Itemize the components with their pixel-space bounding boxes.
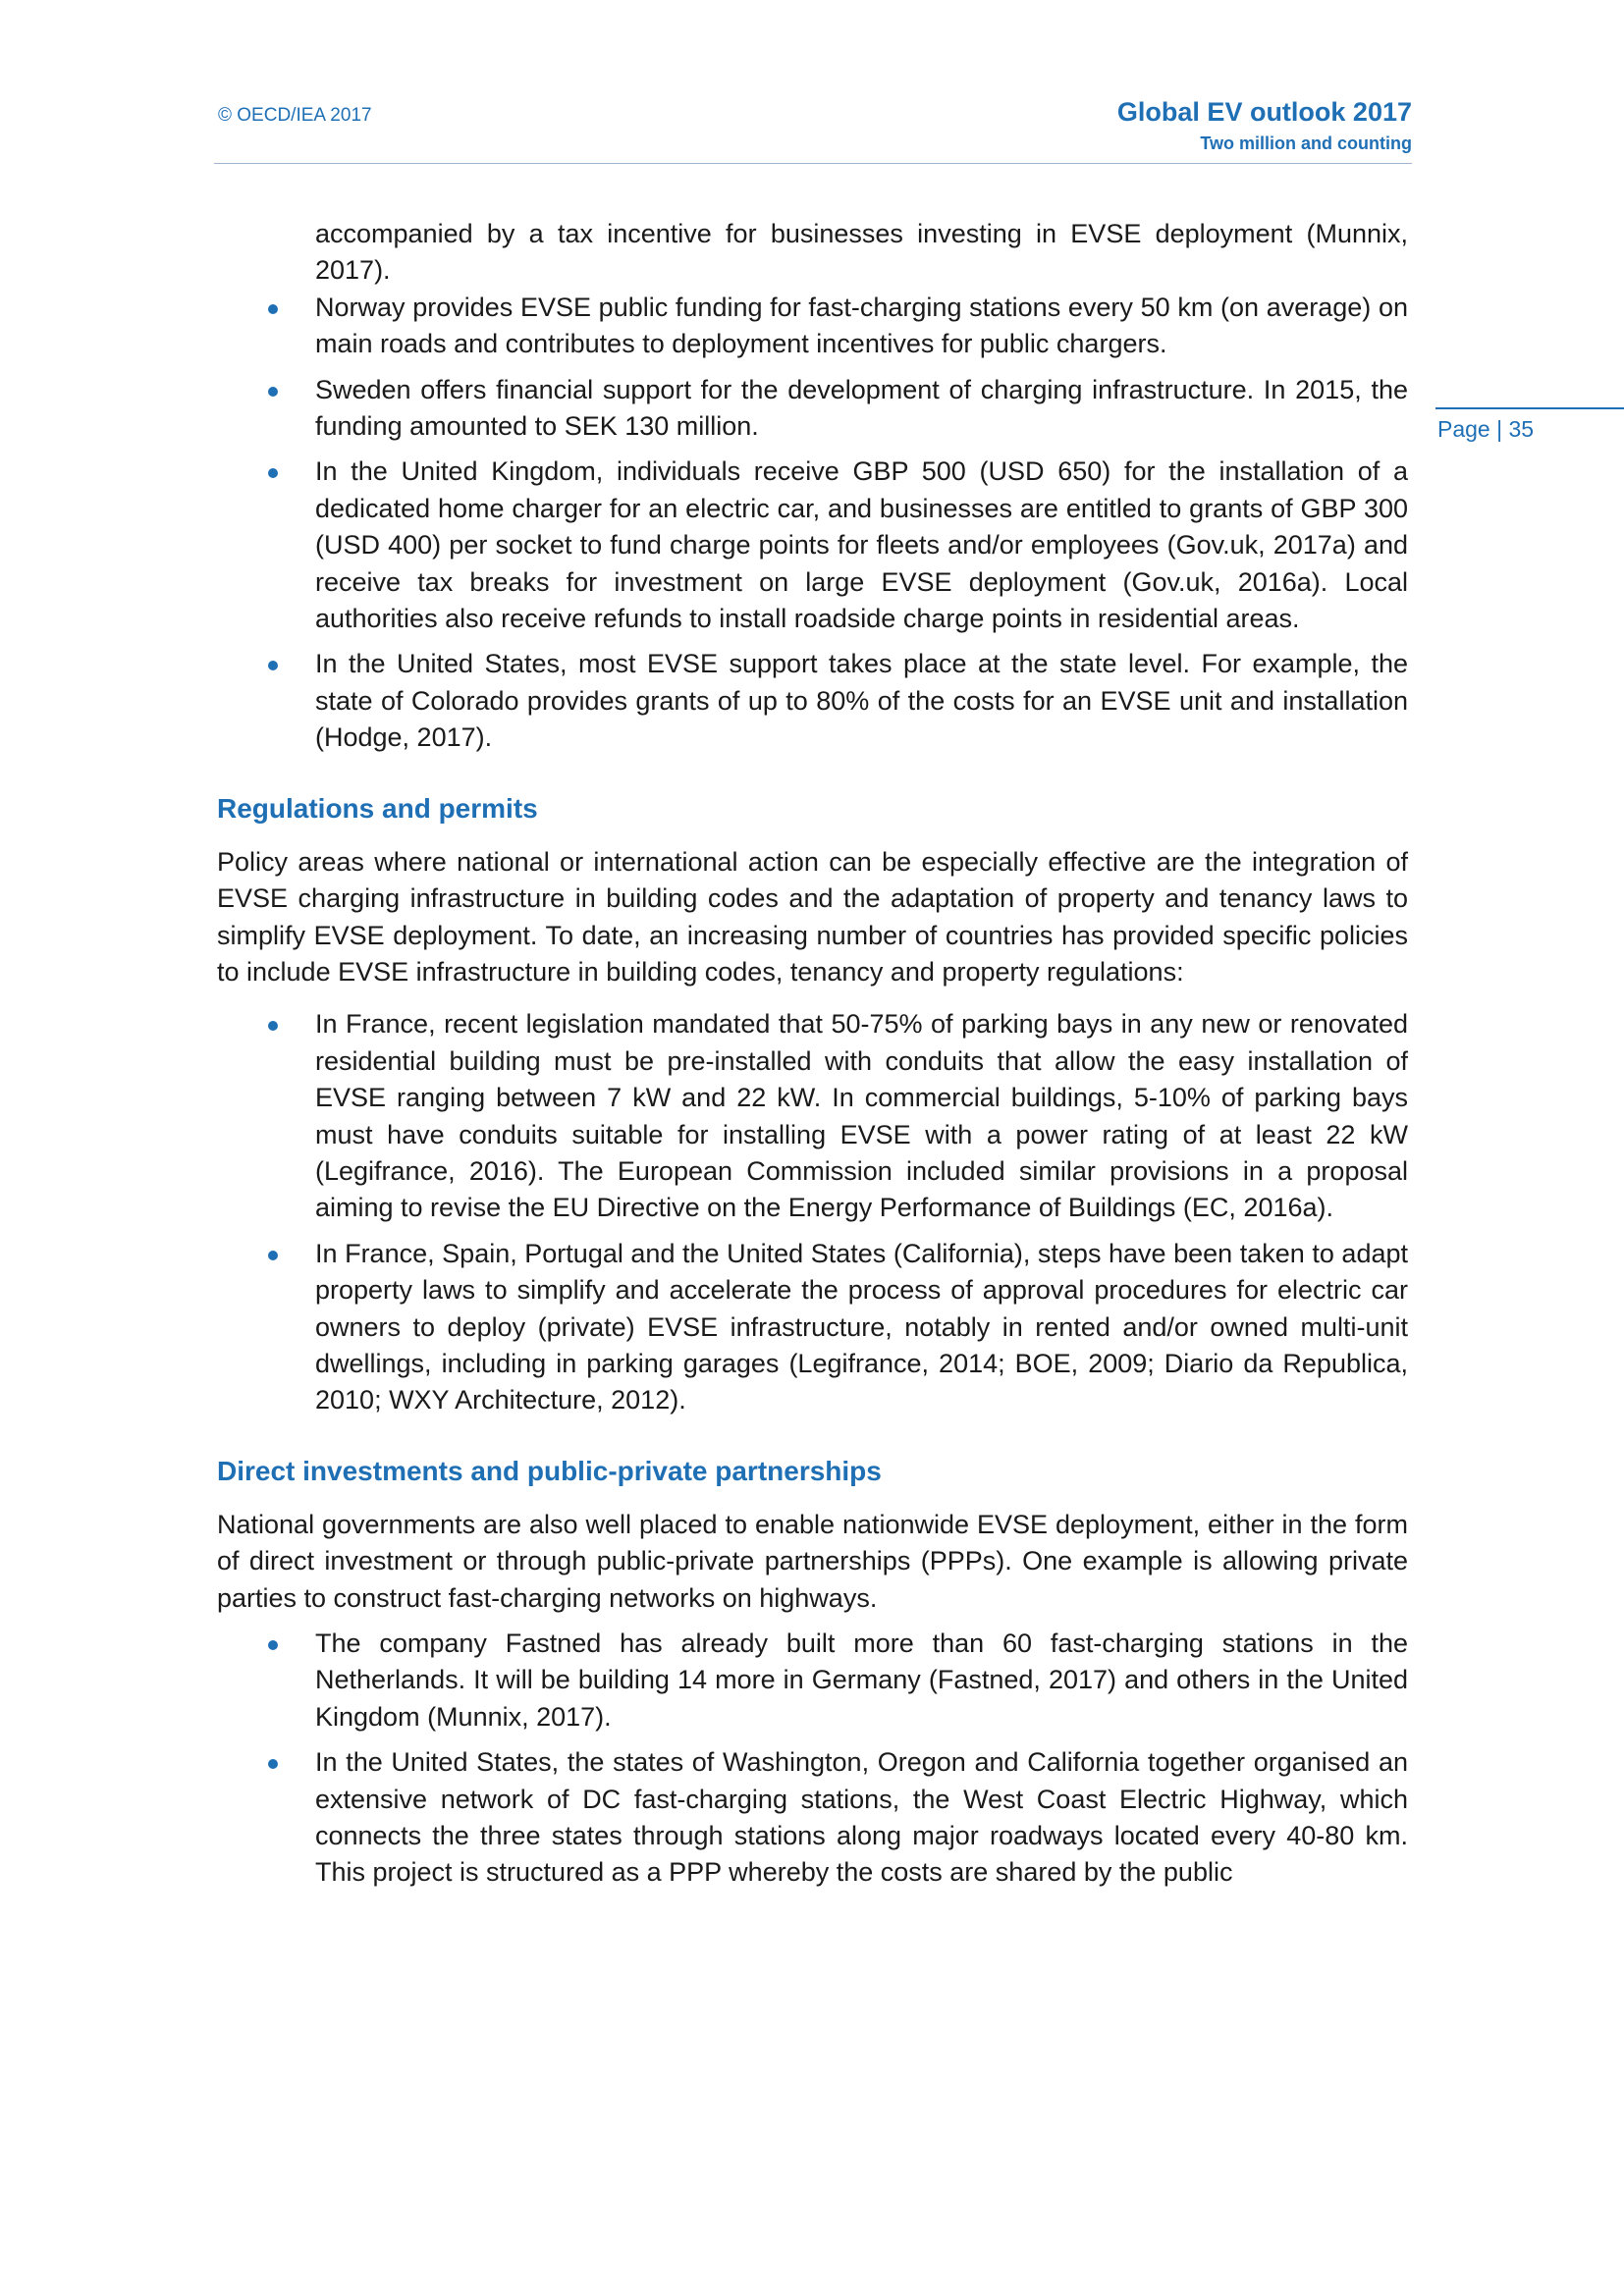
main-content: [217, 216, 1408, 1892]
bullet-icon: [268, 1640, 278, 1650]
list-item: [217, 1744, 1408, 1892]
list-item-text: Sweden offers financial support for the development of charging infrastructure. In 2015, the funding amounted to SEK 130 million.: [315, 374, 1408, 442]
section-intro-investments: National governments are also well placed to enable nationwide EVSE deployment, either in the form of direct investment or through public-private partnerships (PPPs). One example is allowing private parties to construct fast-charging networks on highways.: [217, 1509, 1408, 1613]
list-item: [217, 1236, 1408, 1419]
bullet-icon: [268, 468, 278, 478]
list-item-text: Norway provides EVSE public funding for fast-charging stations every 50 km (on average) on main roads and contributes to deployment incentives for public chargers.: [315, 292, 1408, 359]
section-intro-regulations: Policy areas where national or international action can be especially effective are the integration of EVSE charging infrastructure in building codes and the adaptation of property and tenancy laws to simplify EVSE deployment. To date, an increasing number of countries has provided specific policies to include EVSE infrastructure in building codes, tenancy and property regulations:: [217, 846, 1408, 987]
continued-paragraph: accompanied by a tax incentive for businesses investing in EVSE deployment (Munnix, 2017).: [315, 219, 1408, 286]
bullet-icon: [268, 1251, 278, 1260]
bullet-icon: [268, 1759, 278, 1769]
list-item-text: In the United States, most EVSE support takes place at the state level. For example, the state of Colorado provides grants of up to 80% of the costs for an EVSE unit and installation (Hodge, 2017).: [315, 649, 1408, 753]
bullet-icon: [268, 304, 278, 314]
bullet-icon: [268, 387, 278, 397]
list-item: [217, 1006, 1408, 1226]
list-item-text: In the United Kingdom, individuals receive GBP 500 (USD 650) for the installation of a dedicated home charger for an electric car, and businesses are entitled to grants of GBP 300 (USD 400) per socket to fund charge points for fleets and/or employees (Gov.uk, 2017a) and receive tax breaks for investment on large EVSE deployment (Gov.uk, 2016a). Local authorities also receive refunds to install roadside charge points in residential areas.: [315, 456, 1408, 634]
page-number-divider: [1435, 407, 1624, 409]
list-item-text: The company Fastned has already built more than 60 fast-charging stations in the Netherlands. It will be building 14 more in Germany (Fastned, 2017) and others in the United Kingdom (Munnix, 2017).: [315, 1629, 1408, 1732]
list-item: [217, 290, 1408, 363]
section-heading-investments: Direct investments and public-private partnerships: [217, 1455, 882, 1486]
copyright-notice: © OECD/IEA 2017: [218, 105, 372, 126]
list-item: [217, 454, 1408, 637]
bullet-list-investments: [217, 1626, 1408, 1892]
list-item: [217, 646, 1408, 756]
document-subtitle: Two million and counting: [1200, 133, 1412, 153]
list-item: [217, 1626, 1408, 1735]
list-item-text: In the United States, the states of Washington, Oregon and California together organised an extensive network of DC fast-charging stations, the West Coast Electric Highway, which connects the three states through stations along major roadways located every 40-80 km. This project is structured as a PPP whereby the costs are shared by the public: [315, 1747, 1408, 1888]
bullet-list-incentives: [217, 290, 1408, 757]
bullet-list-regulations: [217, 1006, 1408, 1418]
header-divider: [214, 163, 1412, 164]
bullet-icon: [268, 1021, 278, 1031]
list-item-text: In France, recent legislation mandated that 50-75% of parking bays in any new or renovated residential building must be pre-installed with conduits that allow the easy installation of EVSE ranging between 7 kW and 22 kW. In commercial buildings, 5-10% of parking bays must have conduits suitable for installing EVSE with a power rating of at least 22 kW (Legifrance, 2016). The European Commission included similar provisions in a proposal aiming to revise the EU Directive on the Energy Performance of Buildings (EC, 2016a).: [315, 1009, 1408, 1223]
list-item: [217, 372, 1408, 446]
section-heading-regulations: Regulations and permits: [217, 792, 538, 824]
bullet-icon: [268, 661, 278, 670]
list-item-text: In France, Spain, Portugal and the United States (California), steps have been taken to adapt property laws to simplify and accelerate the process of approval procedures for electric car owners to deploy (private) EVSE infrastructure, notably in rented and/or owned multi-unit dwellings, including in parking garages (Legifrance, 2014; BOE, 2009; Diario da Republica, 2010; WXY Architecture, 2012).: [315, 1238, 1408, 1415]
document-title: Global EV outlook 2017: [1116, 97, 1412, 127]
page-number: Page | 35: [1437, 416, 1535, 442]
